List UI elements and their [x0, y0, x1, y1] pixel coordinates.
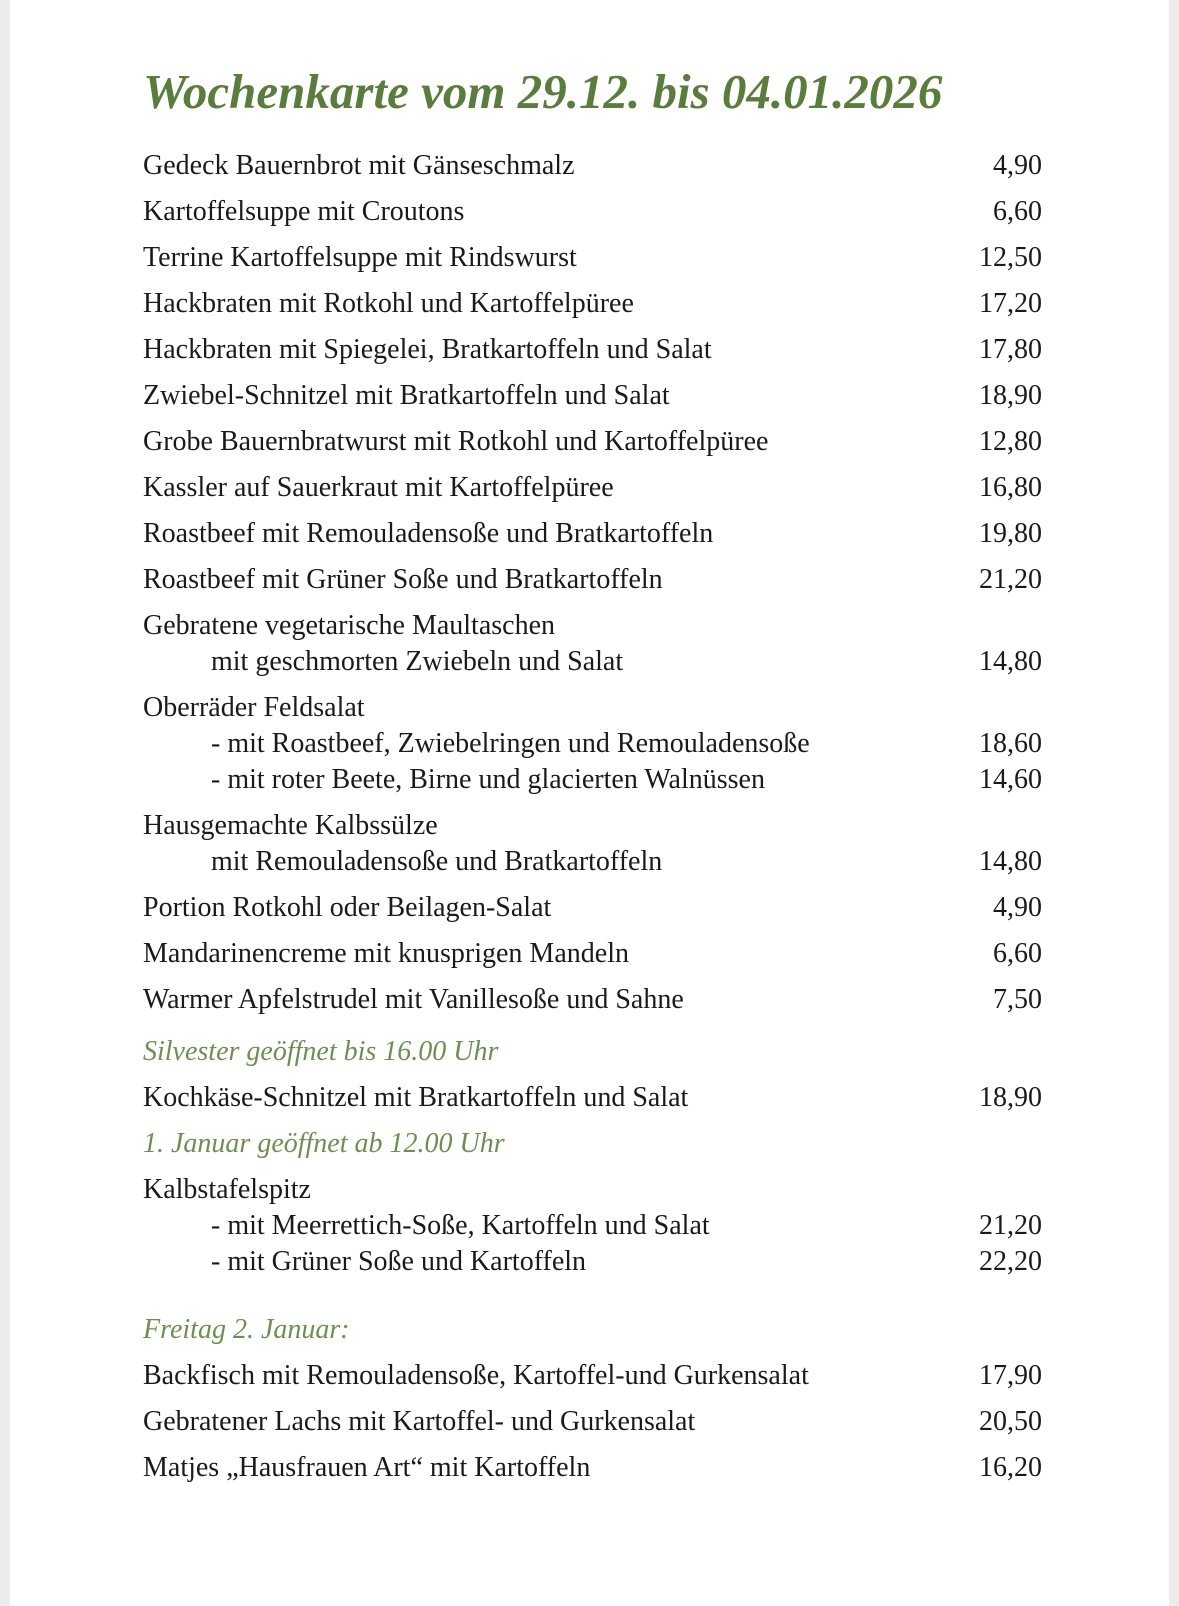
item-name: Mandarinencreme mit knusprigen Mandeln — [143, 938, 629, 969]
item-price: 14,80 — [979, 646, 1042, 677]
item-name: Kalbstafelspitz — [143, 1174, 311, 1205]
menu-item — [143, 376, 1042, 416]
item-name: Zwiebel-Schnitzel mit Bratkartoffeln und Salat — [143, 380, 670, 411]
menu-item — [143, 1078, 1042, 1118]
section-heading-freitag: Freitag 2. Januar: — [143, 1314, 350, 1345]
menu-page — [10, 0, 1169, 1606]
item-name: Backfisch mit Remouladensoße, Kartoffel-und Gurkensalat — [143, 1360, 809, 1391]
menu-item — [143, 606, 1042, 646]
item-price: 6,60 — [993, 196, 1042, 227]
item-price: 16,20 — [979, 1452, 1042, 1483]
menu-item — [143, 330, 1042, 370]
item-price: 18,90 — [979, 380, 1042, 411]
item-price: 12,50 — [979, 242, 1042, 273]
item-price: 7,50 — [993, 984, 1042, 1015]
item-name: - mit Roastbeef, Zwiebelringen und Remouladensoße — [211, 728, 810, 759]
item-name: Gedeck Bauernbrot mit Gänseschmalz — [143, 150, 575, 181]
menu-item-variant — [143, 724, 1042, 764]
item-price: 21,20 — [979, 1210, 1042, 1241]
item-price: 19,80 — [979, 518, 1042, 549]
item-name: Hackbraten mit Rotkohl und Kartoffelpüree — [143, 288, 634, 319]
item-name: Oberräder Feldsalat — [143, 692, 365, 723]
item-price: 6,60 — [993, 938, 1042, 969]
menu-item — [143, 1448, 1042, 1488]
item-name: - mit Meerrettich-Soße, Kartoffeln und Salat — [211, 1210, 710, 1241]
menu-item — [143, 888, 1042, 928]
item-price: 17,90 — [979, 1360, 1042, 1391]
item-name: Gebratene vegetarische Maultaschen — [143, 610, 556, 641]
item-name: Kochkäse-Schnitzel mit Bratkartoffeln und Salat — [143, 1082, 689, 1113]
menu-item-variant — [143, 1206, 1042, 1246]
menu-item — [143, 468, 1042, 508]
menu-item — [143, 1170, 1042, 1210]
section-heading-januar: 1. Januar geöffnet ab 12.00 Uhr — [143, 1128, 505, 1159]
item-price: 14,80 — [979, 846, 1042, 877]
item-name: mit geschmorten Zwiebeln und Salat — [211, 646, 624, 677]
item-price: 4,90 — [993, 892, 1042, 923]
menu-item — [143, 284, 1042, 324]
menu-item — [143, 514, 1042, 554]
item-name: Warmer Apfelstrudel mit Vanillesoße und Sahne — [143, 984, 684, 1015]
item-name: Kassler auf Sauerkraut mit Kartoffelpüree — [143, 472, 614, 503]
section-heading-silvester: Silvester geöffnet bis 16.00 Uhr — [143, 1036, 499, 1067]
menu-item — [143, 146, 1042, 186]
menu-item-variant — [143, 760, 1042, 800]
item-name: Terrine Kartoffelsuppe mit Rindswurst — [143, 242, 577, 273]
item-name: Matjes „Hausfrauen Art“ mit Kartoffeln — [143, 1452, 591, 1483]
item-name: Hausgemachte Kalbssülze — [143, 810, 438, 841]
item-price: 16,80 — [979, 472, 1042, 503]
item-price: 14,60 — [979, 764, 1042, 795]
item-name: Kartoffelsuppe mit Croutons — [143, 196, 465, 227]
item-name: Hackbraten mit Spiegelei, Bratkartoffeln und Salat — [143, 334, 712, 365]
item-price: 20,50 — [979, 1406, 1042, 1437]
item-price: 17,20 — [979, 288, 1042, 319]
item-name: - mit roter Beete, Birne und glacierten Walnüssen — [211, 764, 765, 795]
item-price: 12,80 — [979, 426, 1042, 457]
menu-item — [143, 806, 1042, 846]
menu-item-detail — [143, 642, 1042, 682]
menu-item-detail — [143, 842, 1042, 882]
menu-item — [143, 192, 1042, 232]
item-name: Grobe Bauernbratwurst mit Rotkohl und Kartoffelpüree — [143, 426, 769, 457]
item-name: Roastbeef mit Grüner Soße und Bratkartoffeln — [143, 564, 663, 595]
item-price: 18,90 — [979, 1082, 1042, 1113]
menu-item — [143, 688, 1042, 728]
menu-item — [143, 422, 1042, 462]
item-price: 21,20 — [979, 564, 1042, 595]
menu-title: Wochenkarte vom 29.12. bis 04.01.2026 — [143, 64, 943, 119]
menu-item-variant — [143, 1242, 1042, 1282]
item-name: - mit Grüner Soße und Kartoffeln — [211, 1246, 587, 1277]
menu-item — [143, 560, 1042, 600]
item-price: 18,60 — [979, 728, 1042, 759]
item-price: 4,90 — [993, 150, 1042, 181]
menu-item — [143, 934, 1042, 974]
item-name: Gebratener Lachs mit Kartoffel- und Gurkensalat — [143, 1406, 696, 1437]
item-price: 17,80 — [979, 334, 1042, 365]
menu-item — [143, 1356, 1042, 1396]
item-price: 22,20 — [979, 1246, 1042, 1277]
item-name: mit Remouladensoße und Bratkartoffeln — [211, 846, 663, 877]
item-name: Portion Rotkohl oder Beilagen-Salat — [143, 892, 552, 923]
item-name: Roastbeef mit Remouladensoße und Bratkartoffeln — [143, 518, 714, 549]
menu-item — [143, 238, 1042, 278]
menu-item — [143, 1402, 1042, 1442]
menu-item — [143, 980, 1042, 1020]
